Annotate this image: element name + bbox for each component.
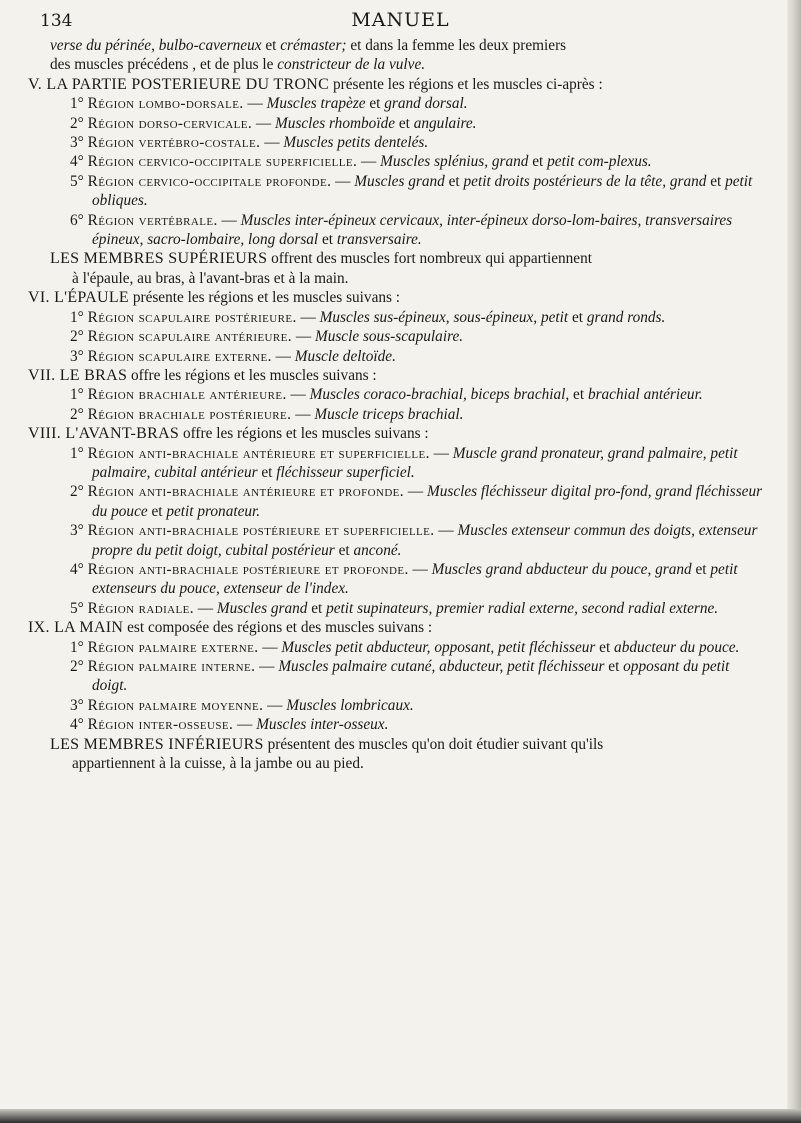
- intro-em: verse du périnée, bulbo-caverneux: [50, 37, 262, 54]
- intro-rest: et dans la femme les deux premiers: [346, 37, 567, 54]
- region-item: 5° Région cervico-occipitale profonde. — Muscles grand et petit droits postérieurs de la tête, grand et petit obliques.: [70, 172, 753, 210]
- region-item: 1° Région brachiale antérieure. — Muscles coraco-brachial, biceps brachial, et brachial antérieur.: [70, 386, 703, 404]
- intro-mid: et: [261, 37, 281, 54]
- intro-line-2: [28, 55, 768, 74]
- region-item: 6° Région vertébrale. — Muscles inter-épineux cervicaux, inter-épineux dorso-lom-baires, transversaires épineux, sacro-lombaire, long dorsal et transversaire.: [70, 211, 733, 249]
- section-v-rest: présente les régions et les muscles ci-après :: [329, 75, 603, 93]
- region-item: 2° Région palmaire interne. — Muscles palmaire cutané, abducteur, petit fléchisseur et opposant du petit doigt.: [70, 658, 730, 695]
- region-item: 4° Région cervico-occipitale superficielle. — Muscles splénius, grand et petit com-plexus.: [70, 153, 652, 171]
- section-vi-heading: VI. L'ÉPAULE présente les régions et les muscles suivans :: [28, 289, 401, 307]
- section-vii-heading: VII. LE BRAS offre les régions et les muscles suivans :: [28, 366, 377, 384]
- region-item: 3° Région scapulaire externe. — Muscle deltoïde.: [70, 347, 396, 365]
- intro-l2-text: des muscles précédens , et de plus le: [50, 56, 278, 74]
- page-number: 134: [40, 11, 73, 31]
- section-viii-items: [28, 444, 768, 619]
- intro-l2-em: constricteur de la vulve.: [277, 56, 426, 74]
- section-ix-title: IX. LA MAIN: [28, 619, 124, 637]
- region-item: 1° Région lombo-dorsale. — Muscles trapèze et grand dorsal.: [70, 95, 468, 113]
- region-item: 3° Région palmaire moyenne. — Muscles lombricaux.: [70, 696, 414, 714]
- region-item: 1° Région scapulaire postérieure. — Muscles sus-épineux, sous-épineux, petit et grand ronds.: [70, 308, 666, 326]
- section-vi-items: [28, 308, 768, 366]
- members-sup-title: LES MEMBRES SUPÉRIEURS: [50, 250, 268, 268]
- region-item: 2° Région brachiale postérieure. — Muscle triceps brachial.: [70, 405, 464, 423]
- region-item: 5° Région radiale. — Muscles grand et petit supinateurs, premier radial externe, second radial externe.: [70, 599, 719, 617]
- intro-line-1: [28, 36, 768, 55]
- running-title: MANUEL: [351, 9, 450, 31]
- section-viii-title: VIII. L'AVANT-BRAS: [28, 425, 180, 443]
- region-item: 2° Région dorso-cervicale. — Muscles rhomboïde et angulaire.: [70, 114, 477, 132]
- section-vii-title: VII. LE BRAS: [28, 366, 128, 384]
- section-ix-items: [28, 638, 768, 735]
- region-item: 4° Région anti-brachiale postérieure et profonde. — Muscles grand abducteur du pouce, grand et petit extenseurs du pouce, extenseur de l'index.: [70, 560, 738, 598]
- members-inferior-heading: LES MEMBRES INFÉRIEURS présentent des muscles qu'on doit étudier suivant qu'ils: [50, 735, 604, 753]
- members-superior-heading: LES MEMBRES SUPÉRIEURS offrent des muscles fort nombreux qui appartiennent: [50, 250, 592, 268]
- page-body: [28, 36, 768, 773]
- page-bottom-edge: [0, 1109, 801, 1123]
- region-item: 2° Région anti-brachiale antérieure et profonde. — Muscles fléchisseur digital pro-fond, grand fléchisseur du pouce et petit pronateur.: [70, 483, 763, 520]
- region-item: 1° Région anti-brachiale antérieure et superficielle. — Muscle grand pronateur, grand palmaire, petit palmaire, cubital antérieur et fléchisseur superficiel.: [70, 444, 738, 481]
- members-superior-line-2: à l'épaule, au bras, à l'avant-bras et à la main.: [72, 269, 349, 287]
- members-inferior-line-2: appartiennent à la cuisse, à la jambe ou au pied.: [72, 755, 364, 773]
- region-item: 3° Région anti-brachiale postérieure et superficielle. — Muscles extenseur commun des doigts, extenseur propre du petit doigt, cubital postérieur et anconé.: [70, 522, 758, 559]
- page-edge-shadow: [787, 0, 801, 1123]
- region-item: 2° Région scapulaire antérieure. — Muscle sous-scapulaire.: [70, 328, 464, 346]
- region-item: 3° Région vertébro-costale. — Muscles petits dentelés.: [70, 134, 429, 152]
- intro-em2: crémaster;: [280, 37, 347, 54]
- section-viii-heading: VIII. L'AVANT-BRAS offre les régions et les muscles suivans :: [28, 425, 429, 443]
- section-vi-title: VI. L'ÉPAULE: [28, 289, 129, 307]
- section-v-heading: [28, 75, 768, 94]
- section-v-items: [28, 94, 768, 249]
- page-header: [0, 5, 801, 33]
- region-item: 1° Région palmaire externe. — Muscles petit abducteur, opposant, petit fléchisseur et abducteur du pouce.: [70, 638, 740, 656]
- section-v-title: V. LA PARTIE POSTERIEURE DU TRONC: [28, 75, 330, 93]
- section-ix-heading: IX. LA MAIN est composée des régions et des muscles suivans :: [28, 619, 433, 637]
- members-inf-title: LES MEMBRES INFÉRIEURS: [50, 735, 264, 753]
- region-item: 4° Région inter-osseuse. — Muscles inter-osseux.: [70, 716, 389, 734]
- section-vii-items: [28, 385, 768, 424]
